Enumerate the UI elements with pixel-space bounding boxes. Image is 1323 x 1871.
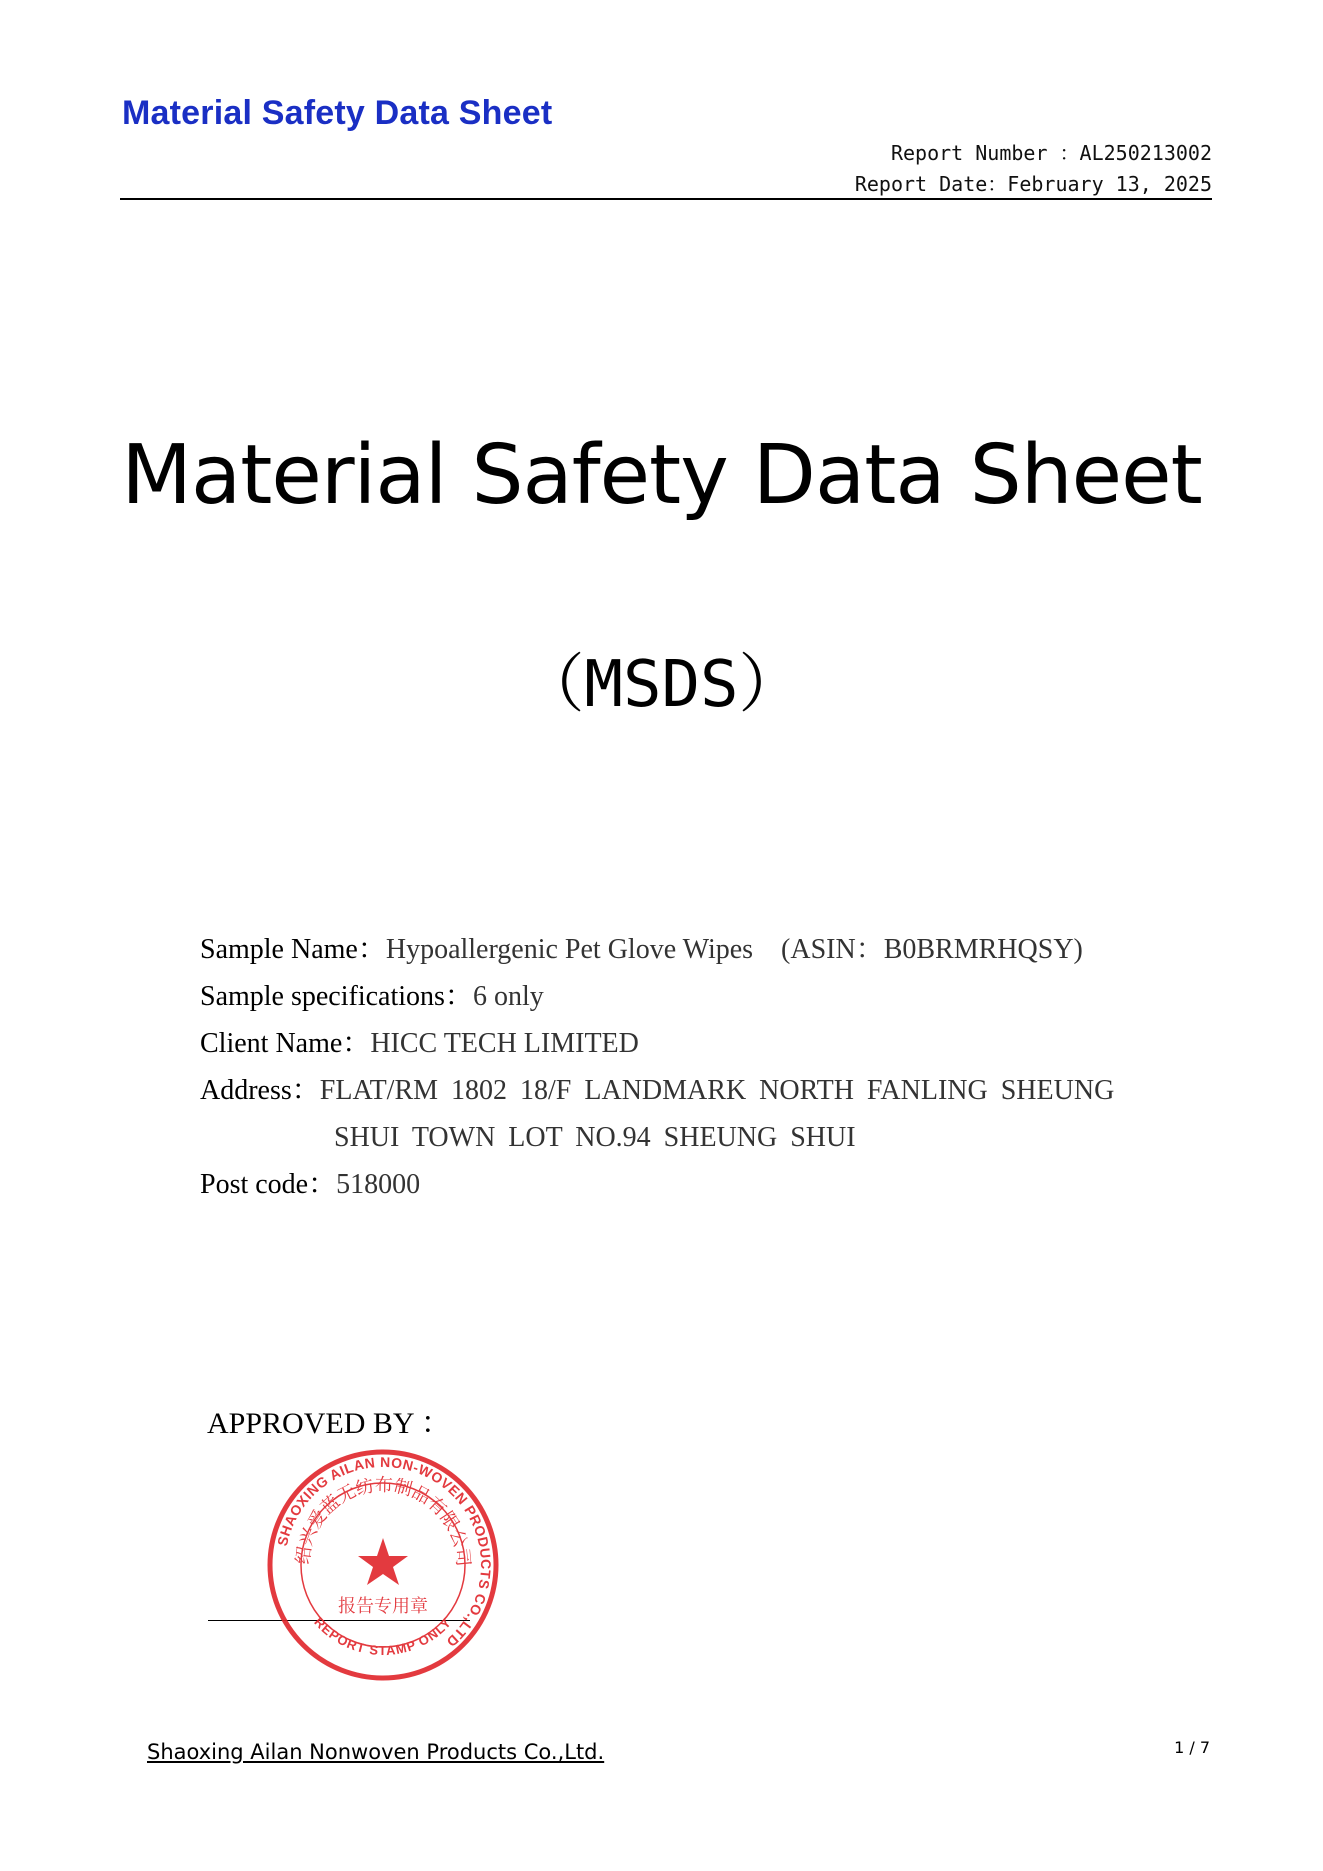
sample-name-label: Sample Name：	[200, 934, 386, 965]
document-title: Material Safety Data Sheet	[121, 428, 1202, 523]
sample-spec-label: Sample specifications：	[200, 981, 473, 1012]
sample-spec-row	[200, 973, 1114, 1020]
address-label: Address：	[200, 1075, 320, 1106]
address-line-2: SHUI TOWN LOT NO.94 SHEUNG SHUI	[334, 1122, 856, 1153]
report-meta	[855, 138, 1212, 200]
document-subtitle: （MSDS）	[520, 648, 803, 722]
sample-spec-value: 6 only	[472, 981, 544, 1012]
client-name-value: HICC TECH LIMITED	[370, 1028, 639, 1059]
header-divider	[120, 198, 1212, 200]
page-number: 1 / 7	[1174, 1738, 1210, 1757]
post-code-value: 518000	[336, 1169, 421, 1200]
address-row	[200, 1067, 1114, 1114]
sample-info-block	[200, 926, 1114, 1208]
approved-by-label: APPROVED BY ：	[207, 1407, 451, 1440]
client-name-label: Client Name：	[200, 1028, 371, 1059]
address-row-cont	[200, 1114, 1114, 1161]
svg-text:REPORT STAMP ONLY	[311, 1614, 454, 1658]
post-code-label: Post code：	[200, 1169, 337, 1200]
report-date: Report Date：February 13, 2025	[854, 172, 1212, 196]
stamp-bottom-cn: 报告专用章	[338, 1596, 428, 1617]
stamp-inner-text: 绍兴爱蓝无纺布制品有限公司	[292, 1474, 474, 1568]
footer-company: Shaoxing Ailan Nonwoven Products Co.,Ltd.	[147, 1740, 605, 1764]
report-number: Report Number ：AL250213002	[890, 141, 1212, 165]
sample-name-row	[200, 926, 1114, 973]
post-code-row	[200, 1161, 1114, 1208]
stamp-outer-text: SHAOXING AILAN NON-WOVEN PRODUCTS CO.,LTD	[273, 1453, 495, 1651]
company-stamp	[258, 1440, 508, 1690]
stamp-bottom-en: REPORT STAMP ONLY	[311, 1614, 455, 1659]
address-line-1: FLAT/RM 1802 18/F LANDMARK NORTH FANLING SHEUNG	[319, 1075, 1115, 1106]
header-title: Material Safety Data Sheet	[122, 94, 553, 132]
client-name-row	[200, 1020, 1114, 1067]
sample-name-value: Hypoallergenic Pet Glove Wipes (ASIN：B0BRMRHQSY)	[385, 934, 1083, 965]
stamp-star-icon	[358, 1538, 408, 1585]
